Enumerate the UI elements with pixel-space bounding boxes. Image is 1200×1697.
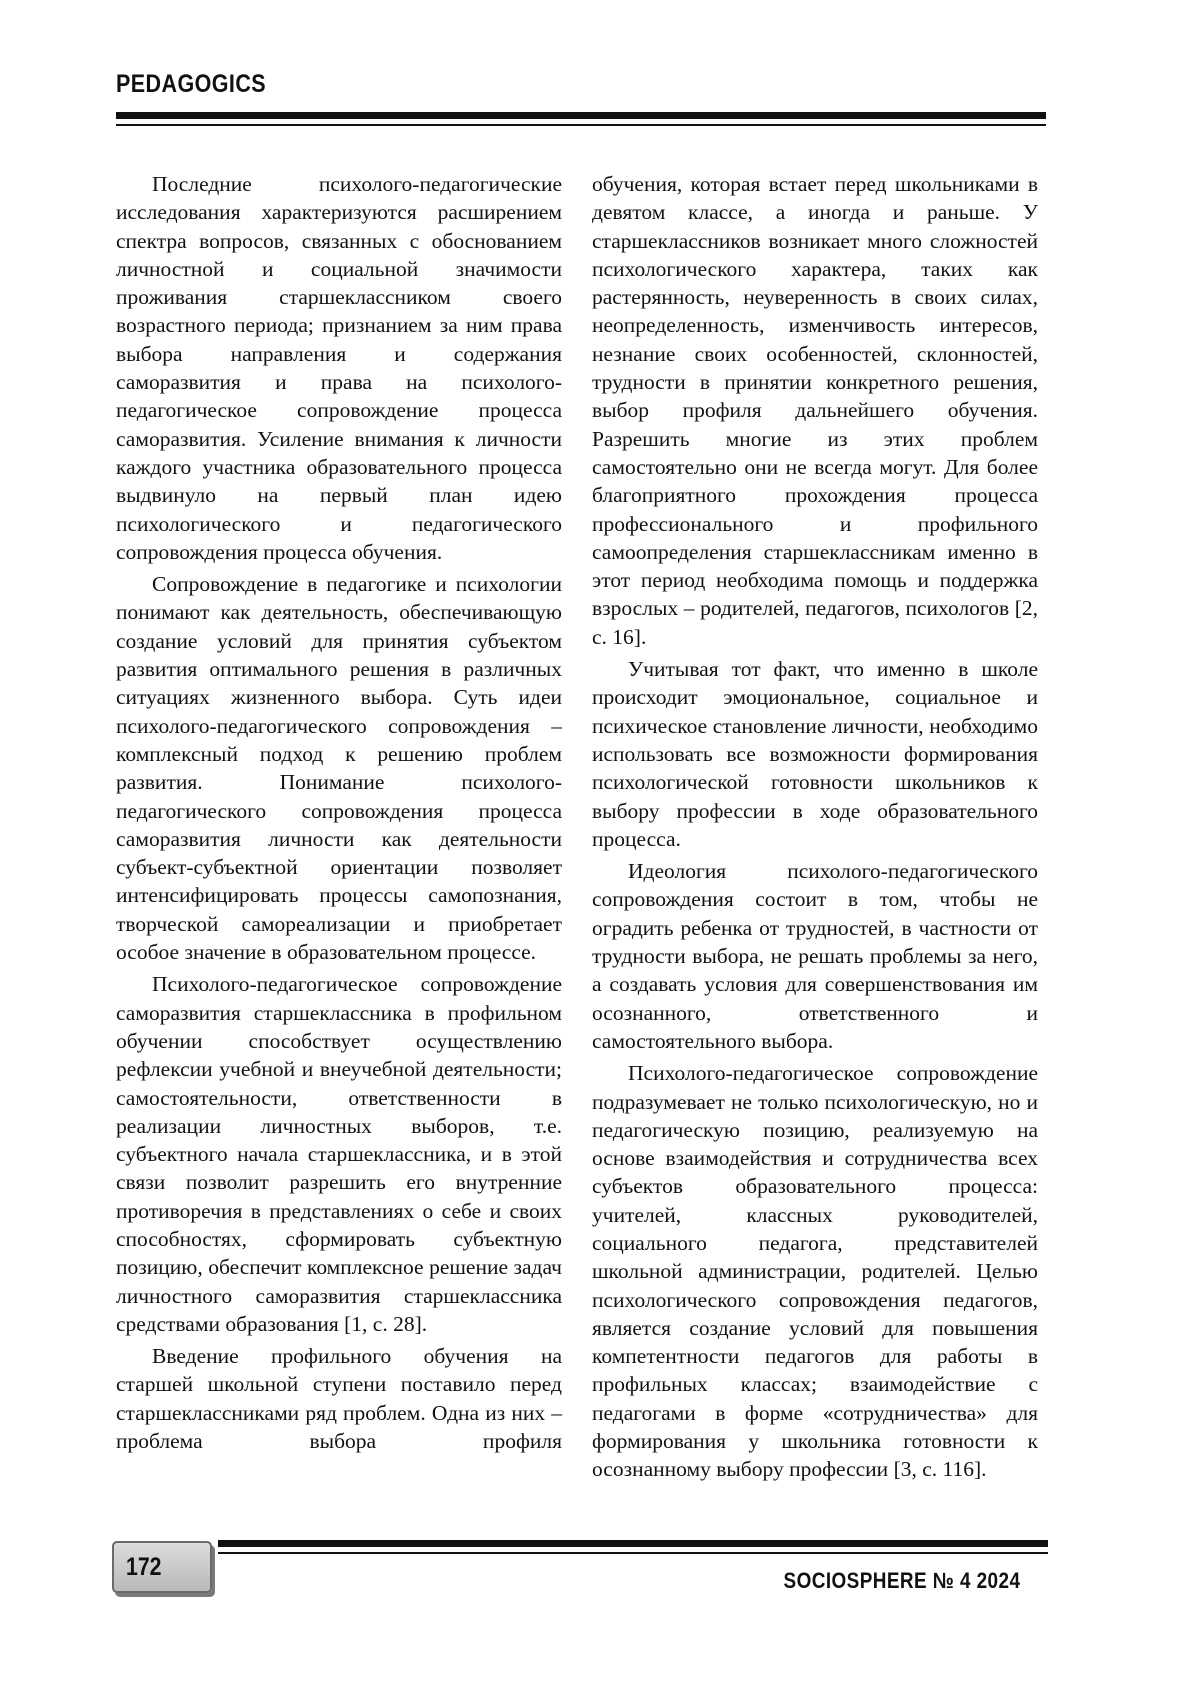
paragraph: Сопровождение в педагогике и психологии понимают как деятельность, обеспечивающую создание условий для принятия субъектом развития оптимального решения в различных ситуациях жизненного выбора. Суть идеи психолого-педагогического сопровождения – комплексный подход к решению проблем развития. Понимание психолого-педагогического сопровождения процесса саморазвития личности как деятельности субъект-субъектной ориентации позволяет интенсифицировать процессы самопознания, творческой самореализации и приобретает особое значение в образовательном процессе. xyxy=(116,572,562,965)
journal-issue: SOCIOSPHERE № 4 2024 xyxy=(783,1568,1020,1593)
right-column xyxy=(592,170,1038,1488)
paragraph: Психолого-педагогическое сопровождение саморазвития старшеклассника в профильном обучении способствует осуществлению рефлексии учебной и внеучебной деятельности; самостоятельности, ответственности в реализации личностных выборов, т.е. субъектного начала старшеклассника, и в этой связи позволит разрешить его внутренние противоречия в представлениях о себе и своих способностях, сформировать субъектную позицию, обеспечит комплексное решение задач личностного саморазвития старшеклассника средствами образования [1, с. 28]. xyxy=(116,972,562,1336)
paragraph: Введение профильного обучения на старшей школьной ступени поставило перед старшеклассниками ряд проблем. Одна из них – проблема выбора профиля xyxy=(116,1344,562,1454)
paragraph: Последние психолого-педагогические исследования характеризуются расширением спектра вопросов, связанных с обоснованием личностной и социальной значимости проживания старшеклассником своего возрастного периода; признанием за ним права выбора направления и содержания саморазвития и права на психолого-педагогическое сопровождение процесса саморазвития. Усиление внимания к личности каждого участника образовательного процесса выдвинуло на первый план идею психологического и педагогического сопровождения процесса обучения. xyxy=(116,172,562,564)
footer-rule-thin xyxy=(218,1552,1048,1554)
paragraph-continued: обучения, которая встает перед школьниками в девятом классе, а иногда и раньше. У старшеклассников возникает много сложностей психологического характера, таких как растерянность, неуверенность в своих силах, неопределенность, изменчивость интересов, незнание своих особенностей, склонностей, трудности в принятии конкретного решения, выбор профиля дальнейшего обучения. Разрешить многие из этих проблем самостоятельно они не всегда могут. Для более благоприятного прохождения процесса профессионального и профильного самоопределения старшеклассникам именно в этот период необходима помощь и поддержка взрослых – родителей, педагогов, психологов [2, с. 16]. xyxy=(592,172,1038,649)
left-column xyxy=(116,170,562,1459)
header-rule-thick xyxy=(116,112,1046,119)
header-rule-thin xyxy=(116,124,1046,126)
paragraph: Психолого-педагогическое сопровождение подразумевает не только психологическую, но и педагогическую позицию, реализуемую на основе взаимодействия и сотрудничества всех субъектов образовательного процесса: учителей, классных руководителей, социального педагога, представителей школьной администрации, родителей. Целью психологического сопровождения педагогов, является создание условий для повышения компетентности педагогов для работы в профильных классах; взаимодействие с педагогами в форме «сотрудничества» для формирования у школьника готовности к осознанному выбору профессии [3, с. 116]. xyxy=(592,1061,1038,1482)
paragraph: Учитывая тот факт, что именно в школе происходит эмоциональное, социальное и психическое становление личности, необходимо использовать все возможности формирования психологической готовности школьников к выбору профессии в ходе образовательного процесса. xyxy=(592,657,1038,851)
section-title: PEDAGOGICS xyxy=(116,70,267,98)
page-number-badge xyxy=(112,1541,212,1593)
footer-rule-thick xyxy=(218,1540,1048,1547)
page-number: 172 xyxy=(126,1553,162,1581)
paragraph: Идеология психолого-педагогического сопровождения состоит в том, чтобы не оградить ребенка от трудностей, в частности от трудности выбора, не решать проблемы за него, а создавать условия для совершенствования им осознанного, ответственного и самостоятельного выбора. xyxy=(592,859,1038,1053)
